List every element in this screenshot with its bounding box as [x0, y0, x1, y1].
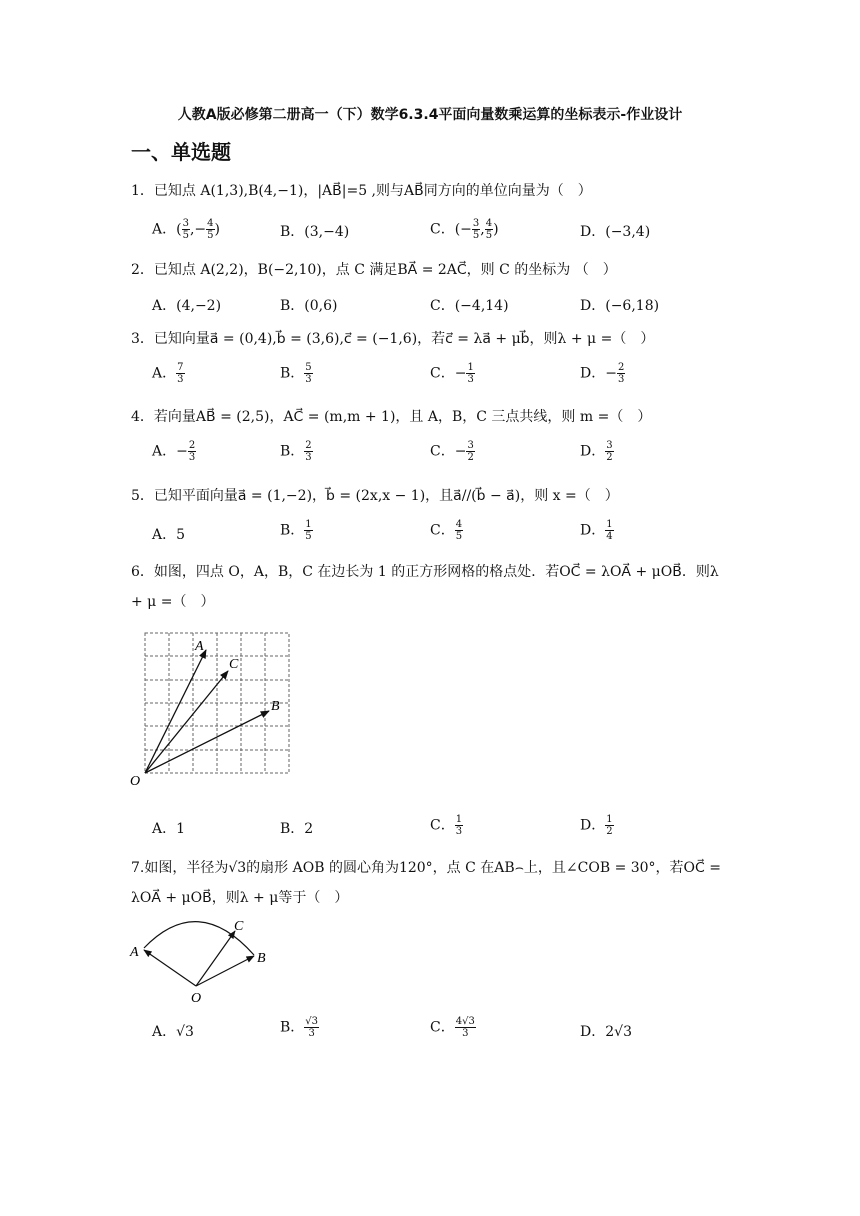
q6-option-c[interactable]: C． $\frac{1}{3}$: [430, 814, 463, 837]
q6-option-b[interactable]: B．2: [280, 821, 314, 837]
section-heading: 一、单选题: [131, 140, 231, 164]
grid-lines: [145, 633, 289, 773]
label-b: B: [271, 699, 280, 714]
q2-option-b[interactable]: B．(0,6): [280, 298, 338, 314]
q5-option-c[interactable]: C． $\frac{4}{5}$: [430, 519, 463, 542]
q4-option-a[interactable]: A．− $\frac{2}{3}$: [152, 440, 196, 463]
q2-option-c[interactable]: C．(−4,14): [430, 298, 509, 314]
vector-ob: [196, 956, 254, 986]
vector-oa: [145, 650, 206, 773]
vector-oa: [144, 950, 196, 986]
question-2-stem: 2．已知点 A(2,2)，B(−2,10)，点 C 满足BA⃗ = 2AC⃗，则 C 的坐标为 （ ）: [131, 262, 617, 278]
q3-option-d[interactable]: D．− $\frac{2}{3}$: [580, 362, 625, 385]
q7-option-d[interactable]: D．2√3: [580, 1024, 632, 1040]
q6-option-a[interactable]: A．1: [152, 821, 186, 837]
q1-option-b[interactable]: B．(3,−4): [280, 224, 350, 240]
question-5-stem: 5．已知平面向量a⃗ = (1,−2)，b⃗ = (2x,x − 1)，且a⃗//(b⃗ − a⃗)，则 x =（ ）: [131, 488, 619, 504]
q3-option-a[interactable]: A． $\frac{7}{3}$: [152, 362, 184, 385]
vector-ob: [145, 711, 269, 773]
grid-vector-figure: [125, 625, 300, 790]
q3-option-c[interactable]: C．− $\frac{1}{3}$: [430, 362, 474, 385]
q5-option-d[interactable]: D． $\frac{1}{4}$: [580, 519, 613, 542]
q6-option-d[interactable]: D． $\frac{1}{2}$: [580, 814, 613, 837]
q2-option-a[interactable]: A．(4,−2): [152, 298, 222, 314]
label-c: C: [229, 657, 239, 672]
label-b: B: [257, 951, 266, 966]
q4-option-c[interactable]: C．− $\frac{3}{2}$: [430, 440, 474, 463]
sector-figure: [128, 910, 278, 1005]
q5-option-a[interactable]: A．5: [152, 527, 186, 543]
q1-option-c[interactable]: C．(− $\frac{3}{5}$ , $\frac{4}{5}$ ): [430, 218, 499, 241]
page-title: 人教A版必修第二册高一（下）数学6.3.4平面向量数乘运算的坐标表示-作业设计: [177, 107, 683, 123]
question-3-stem: 3．已知向量a⃗ = (0,4),b⃗ = (3,6),c⃗ = (−1,6)，若c⃗ = λa⃗ + μb⃗，则λ + μ =（ ）: [131, 331, 655, 347]
vector-oc: [196, 931, 235, 986]
q5-option-b[interactable]: B． $\frac{1}{5}$: [280, 519, 312, 542]
q2-option-d[interactable]: D．(−6,18): [580, 298, 660, 314]
question-6-stem: 6．如图，四点 O，A，B，C 在边长为 1 的正方形网格的格点处．若OC⃗ = λOA⃗ + μOB⃗．则λ + μ =（ ）: [131, 564, 719, 610]
vector-oc: [145, 671, 228, 773]
label-c: C: [234, 919, 244, 934]
label-a: A: [195, 639, 204, 654]
q3-option-b[interactable]: B． $\frac{5}{3}$: [280, 362, 312, 385]
label-o: O: [130, 774, 141, 789]
label-a: A: [130, 945, 139, 960]
q4-option-b[interactable]: B． $\frac{2}{3}$: [280, 440, 312, 463]
q4-option-d[interactable]: D． $\frac{3}{2}$: [580, 440, 613, 463]
q1-option-a[interactable]: A．( $\frac{3}{5}$ ,− $\frac{4}{5}$ ): [152, 218, 220, 241]
q7-option-a[interactable]: A．√3: [152, 1024, 194, 1040]
q1-option-d[interactable]: D．(−3,4): [580, 224, 651, 240]
q7-option-b[interactable]: B． $\frac{√3}{3}$: [280, 1016, 319, 1039]
q7-option-c[interactable]: C． $\frac{4√3}{3}$: [430, 1016, 475, 1039]
question-4-stem: 4．若向量AB⃗ = (2,5)，AC⃗ = (m,m + 1)，且 A，B，C 三点共线，则 m =（ ）: [131, 409, 652, 425]
question-1-stem: 1．已知点 A(1,3),B(4,−1)，|AB⃗|=5 ,则与AB⃗同方向的单位向量为（ ）: [131, 183, 592, 199]
label-o: O: [191, 991, 202, 1005]
question-7-stem: 7.如图，半径为√3的扇形 AOB 的圆心角为120°，点 C 在AB⌢上，且∠COB = 30°，若OC⃗ = λOA⃗ + μOB⃗，则λ + μ等于（ ）: [131, 860, 721, 906]
